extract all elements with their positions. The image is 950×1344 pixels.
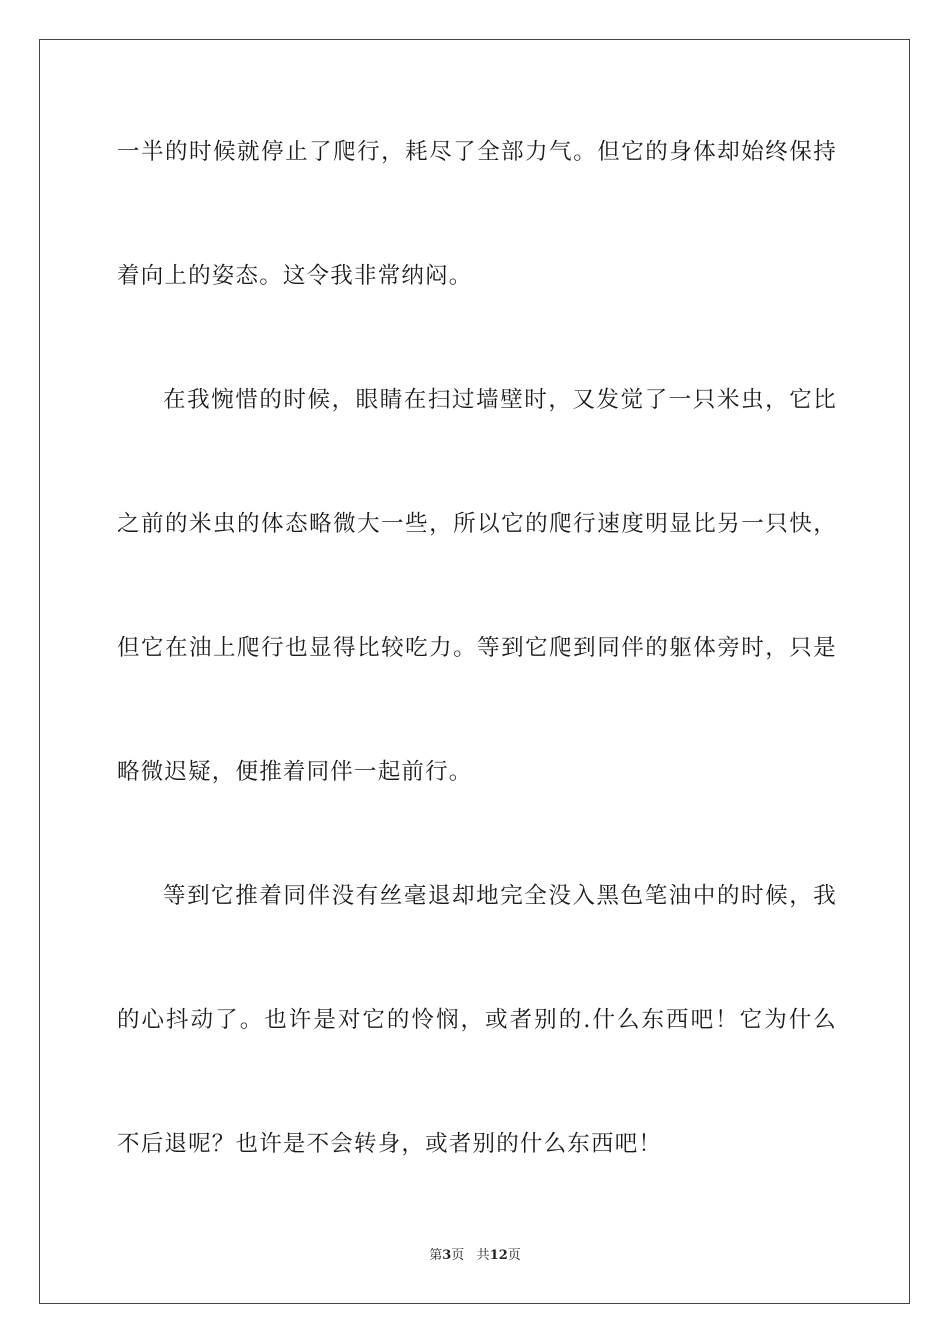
page-number: 3 xyxy=(442,1248,452,1263)
text-line-6: 略微迟疑，便推着同伴一起前行。 xyxy=(117,759,473,785)
total-suffix: 页 xyxy=(507,1248,521,1263)
page-suffix: 页 xyxy=(451,1248,465,1263)
text-line-3: 在我惋惜的时候，眼睛在扫过墙壁时，又发觉了一只米虫，它比 xyxy=(163,387,837,413)
text-line-2: 着向上的姿态。这令我非常纳闷。 xyxy=(117,263,473,289)
text-line-7: 等到它推着同伴没有丝毫退却地完全没入黑色笔油中的时候，我 xyxy=(163,883,837,909)
page-footer xyxy=(0,1247,950,1265)
total-prefix: 共 xyxy=(476,1248,490,1263)
page-frame xyxy=(39,39,910,1304)
page-prefix: 第 xyxy=(429,1248,443,1263)
total-pages: 12 xyxy=(489,1248,508,1263)
text-line-1: 一半的时候就停止了爬行，耗尽了全部力气。但它的身体却始终保持 xyxy=(117,139,837,165)
text-line-9: 不后退呢？也许是不会转身，或者别的什么东西吧！ xyxy=(117,1131,663,1157)
text-line-8: 的心抖动了。也许是对它的怜悯，或者别的.什么东西吧！它为什么 xyxy=(117,1007,837,1033)
text-line-4: 之前的米虫的体态略微大一些，所以它的爬行速度明显比另一只快， xyxy=(117,511,837,537)
text-line-5: 但它在油上爬行也显得比较吃力。等到它爬到同伴的躯体旁时，只是 xyxy=(117,635,837,661)
